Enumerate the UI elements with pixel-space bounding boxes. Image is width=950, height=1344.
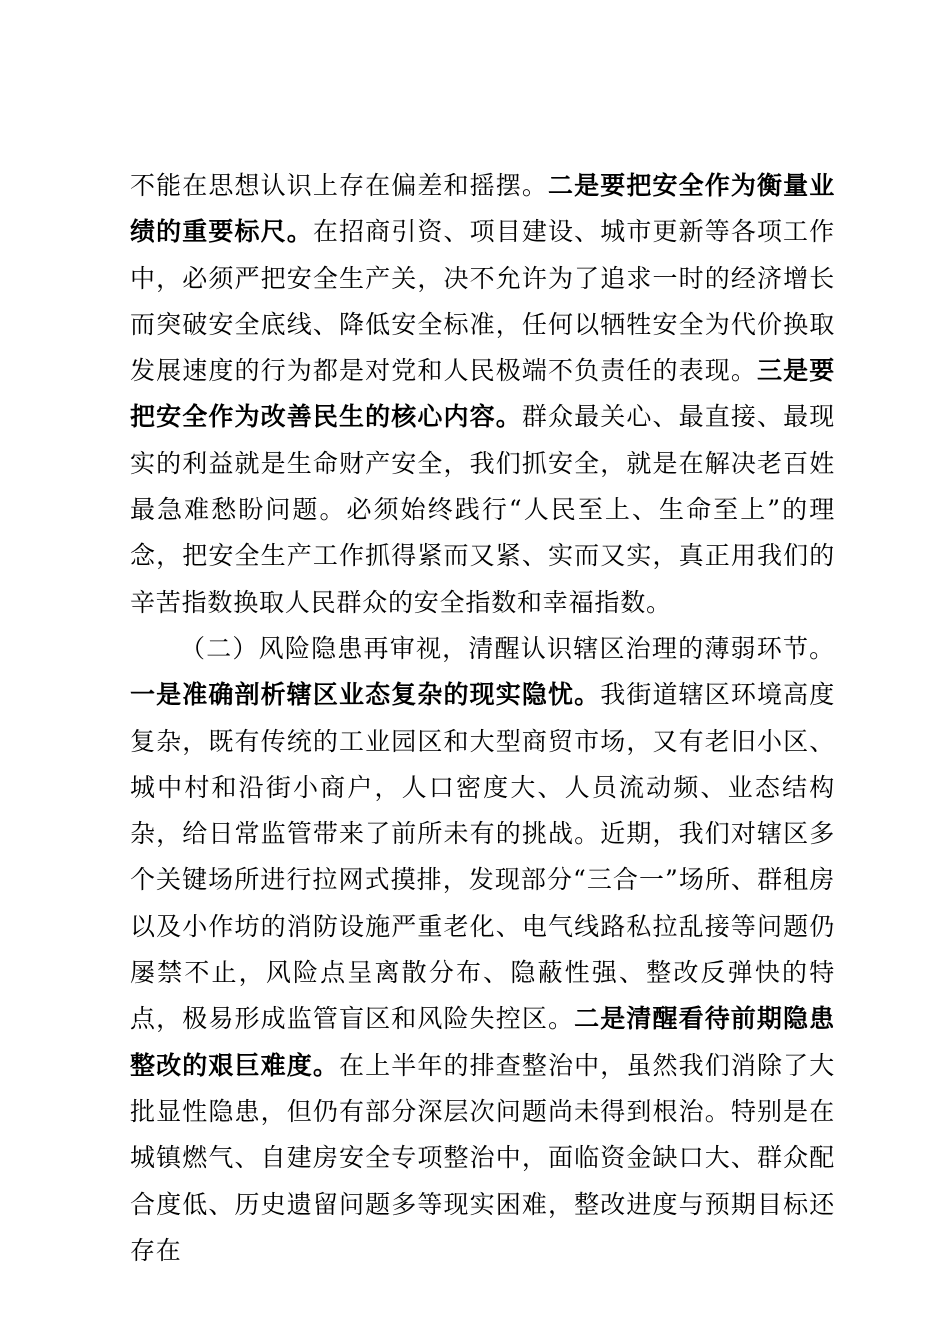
bold-heading: 一是准确剖析辖区业态复杂的现实隐忧。 bbox=[130, 680, 601, 710]
document-body bbox=[130, 163, 835, 1274]
text-segment: 群众最关心、最直接、最现实的利益就是生命财产安全，我们抓安全，就是在解决老百姓最急难愁盼问题。必须始终践行“人民至上、生命至上”的理念，把安全生产工作抓得紧而又紧、实而又实，真正用我们的辛苦指数换取人民群众的安全指数和幸福指数。 bbox=[130, 402, 835, 617]
paragraph-1 bbox=[130, 163, 835, 626]
bold-heading: 二是要把安全作为衡量业绩的重要标尺。 bbox=[130, 171, 835, 247]
section-heading: （二）风险隐患再审视，清醒认识辖区治理的薄弱环节。 bbox=[180, 633, 835, 663]
text-segment: 在上半年的排查整治中，虽然我们消除了大批显性隐患，但仍有部分深层次问题尚未得到根治。特别是在城镇燃气、自建房安全专项整治中，面临资金缺口大、群众配合度低、历史遗留问题多等现实困难，整改进度与预期目标还存在 bbox=[130, 1050, 835, 1265]
paragraph-2 bbox=[130, 626, 835, 1274]
text-segment: 不能在思想认识上存在偏差和摇摆。 bbox=[130, 171, 548, 200]
text-segment: 在招商引资、项目建设、城市更新等各项工作中，必须严把安全生产关，决不允许为了追求一时的经济增长而突破安全底线、降低安全标准，任何以牺牲安全为代价换取发展速度的行为都是对党和人民极端不负责任的表现。 bbox=[130, 217, 835, 386]
text-segment: 我街道辖区环境高度复杂，既有传统的工业园区和大型商贸市场，又有老旧小区、城中村和沿街小商户，人口密度大、人员流动频、业态结构杂，给日常监管带来了前所未有的挑战。近期，我们对辖区多个关键场所进行拉网式摸排，发现部分“三合一”场所、群租房以及小作坊的消防设施严重老化、电气线路私拉乱接等问题仍屡禁不止，风险点呈离散分布、隐蔽性强、整改反弹快的特点，极易形成监管盲区和风险失控区。 bbox=[130, 680, 836, 1034]
bold-heading: 二是清醒看待前期隐患整改的艰巨难度。 bbox=[130, 1004, 835, 1080]
bold-heading: 三是要把安全作为改善民生的核心内容。 bbox=[130, 356, 835, 432]
